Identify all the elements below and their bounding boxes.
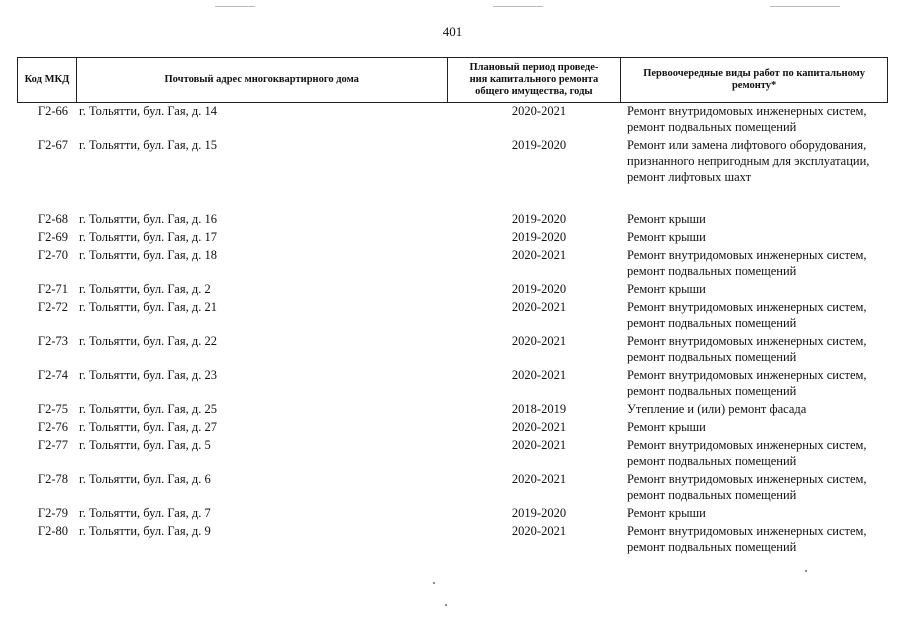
cell-works: [621, 229, 888, 245]
cell-address: г. Тольятти, бул. Гая, д. 21: [79, 300, 217, 314]
cell-period: 2020-2021: [511, 248, 567, 262]
cell-works-line: Утепление и (или) ремонт фасада: [627, 402, 807, 416]
table-row: [17, 299, 888, 331]
cell-works-line: ремонт подвальных помещений: [627, 120, 797, 134]
cell-code: Г2-72: [37, 300, 68, 314]
table-row: [17, 211, 888, 227]
page-number: 401: [442, 24, 463, 39]
table-row: [17, 419, 888, 435]
header-code: Код МКД: [18, 58, 77, 102]
cell-works-line: Ремонт или замена лифтового оборудования,: [627, 138, 867, 152]
cell-period: 2020-2021: [511, 524, 567, 538]
cell-works: [621, 437, 888, 469]
cell-code: Г2-75: [37, 402, 68, 416]
cell-works-line: Ремонт крыши: [627, 282, 706, 296]
header-period-line: ния капитального ремонта: [469, 74, 599, 85]
table-row: [17, 505, 888, 521]
table-row: [17, 103, 888, 135]
cell-address: г. Тольятти, бул. Гая, д. 14: [79, 104, 217, 118]
cell-works: [621, 211, 888, 227]
cell-works: [621, 333, 888, 365]
cell-period: 2019-2020: [511, 212, 567, 226]
cell-period: 2018-2019: [511, 402, 567, 416]
cell-works-line: Ремонт внутридомовых инженерных систем,: [627, 472, 867, 486]
scan-speck: [445, 604, 447, 606]
cell-works: [621, 471, 888, 503]
cell-period: 2020-2021: [511, 104, 567, 118]
scan-mark: [493, 6, 543, 7]
cell-works-line: Ремонт крыши: [627, 212, 706, 226]
cell-code: Г2-80: [37, 524, 68, 538]
cell-works-line: Ремонт внутридомовых инженерных систем,: [627, 524, 867, 538]
cell-code: Г2-71: [37, 282, 68, 296]
cell-works-line: ремонт подвальных помещений: [627, 488, 797, 502]
table-row: [17, 523, 888, 555]
scan-speck: [433, 582, 435, 584]
cell-works-line: ремонт подвальных помещений: [627, 350, 797, 364]
table-body: [17, 103, 888, 555]
header-period: [448, 58, 622, 102]
cell-address: г. Тольятти, бул. Гая, д. 2: [79, 282, 211, 296]
cell-works: [621, 505, 888, 521]
cell-works-line: ремонт подвальных помещений: [627, 384, 797, 398]
cell-code: Г2-68: [37, 212, 68, 226]
table-row: [17, 229, 888, 245]
cell-code: Г2-77: [37, 438, 68, 452]
cell-address: г. Тольятти, бул. Гая, д. 6: [79, 472, 211, 486]
cell-code: Г2-78: [37, 472, 68, 486]
table-row: [17, 437, 888, 469]
cell-works-line: Ремонт внутридомовых инженерных систем,: [627, 300, 867, 314]
cell-code: Г2-76: [37, 420, 68, 434]
cell-works-line: Ремонт внутридомовых инженерных систем,: [627, 334, 867, 348]
cell-address: г. Тольятти, бул. Гая, д. 25: [79, 402, 217, 416]
cell-period: 2020-2021: [511, 334, 567, 348]
cell-code: Г2-73: [37, 334, 68, 348]
cell-works: [621, 401, 888, 417]
cell-address: г. Тольятти, бул. Гая, д. 18: [79, 248, 217, 262]
table-row: [17, 333, 888, 365]
cell-works: [621, 247, 888, 279]
cell-period: 2019-2020: [511, 506, 567, 520]
table-row: [17, 247, 888, 279]
cell-address: г. Тольятти, бул. Гая, д. 22: [79, 334, 217, 348]
cell-works: [621, 299, 888, 331]
header-works-line: Первоочередные виды работ по капитальному: [643, 68, 866, 79]
cell-code: Г2-79: [37, 506, 68, 520]
cell-address: г. Тольятти, бул. Гая, д. 5: [79, 438, 211, 452]
cell-address: г. Тольятти, бул. Гая, д. 23: [79, 368, 217, 382]
cell-works: [621, 523, 888, 555]
cell-address: г. Тольятти, бул. Гая, д. 16: [79, 212, 217, 226]
cell-works-line: Ремонт внутридомовых инженерных систем,: [627, 438, 867, 452]
table-row: [17, 281, 888, 297]
cell-period: 2020-2021: [511, 472, 567, 486]
cell-code: Г2-70: [37, 248, 68, 262]
table-row: [17, 471, 888, 503]
cell-works-line: признанного непригодным для эксплуатации,: [627, 154, 870, 168]
cell-works-line: Ремонт внутридомовых инженерных систем,: [627, 104, 867, 118]
cell-code: Г2-67: [37, 138, 68, 152]
cell-works-line: Ремонт внутридомовых инженерных систем,: [627, 248, 867, 262]
table-row: [17, 367, 888, 399]
header-works: [621, 58, 888, 102]
cell-address: г. Тольятти, бул. Гая, д. 9: [79, 524, 211, 538]
cell-period: 2019-2020: [511, 138, 567, 152]
table-header: [17, 57, 888, 103]
cell-works-line: Ремонт крыши: [627, 506, 706, 520]
cell-works-line: ремонт подвальных помещений: [627, 454, 797, 468]
cell-address: г. Тольятти, бул. Гая, д. 27: [79, 420, 217, 434]
scan-mark: [215, 6, 255, 7]
cell-works: [621, 419, 888, 435]
cell-works-line: ремонт лифтовых шахт: [627, 170, 752, 184]
table-row: [17, 401, 888, 417]
cell-works: [621, 281, 888, 297]
cell-code: Г2-69: [37, 230, 68, 244]
header-period-line: общего имущества, годы: [475, 86, 593, 97]
cell-works: [621, 367, 888, 399]
cell-address: г. Тольятти, бул. Гая, д. 7: [79, 506, 211, 520]
header-address: Почтовый адрес многоквартирного дома: [77, 58, 448, 102]
cell-address: г. Тольятти, бул. Гая, д. 17: [79, 230, 217, 244]
cell-code: Г2-74: [37, 368, 68, 382]
cell-period: 2020-2021: [511, 420, 567, 434]
scan-mark: [770, 6, 840, 7]
cell-period: 2020-2021: [511, 300, 567, 314]
scan-speck: [805, 570, 807, 572]
cell-works-line: Ремонт крыши: [627, 420, 706, 434]
cell-period: 2019-2020: [511, 282, 567, 296]
cell-code: Г2-66: [37, 104, 68, 118]
cell-period: 2020-2021: [511, 438, 567, 452]
table-row: [17, 137, 888, 185]
cell-period: 2020-2021: [511, 368, 567, 382]
repair-plan-table: [17, 57, 888, 557]
cell-works-line: ремонт подвальных помещений: [627, 264, 797, 278]
cell-works-line: ремонт подвальных помещений: [627, 316, 797, 330]
cell-address: г. Тольятти, бул. Гая, д. 15: [79, 138, 217, 152]
header-works-line: ремонту*: [731, 80, 777, 91]
cell-works-line: ремонт подвальных помещений: [627, 540, 797, 554]
cell-works-line: Ремонт внутридомовых инженерных систем,: [627, 368, 867, 382]
cell-period: 2019-2020: [511, 230, 567, 244]
cell-works: [621, 103, 888, 135]
header-period-line: Плановый период проведе-: [469, 62, 599, 73]
cell-works-line: Ремонт крыши: [627, 230, 706, 244]
cell-works: [621, 137, 888, 185]
